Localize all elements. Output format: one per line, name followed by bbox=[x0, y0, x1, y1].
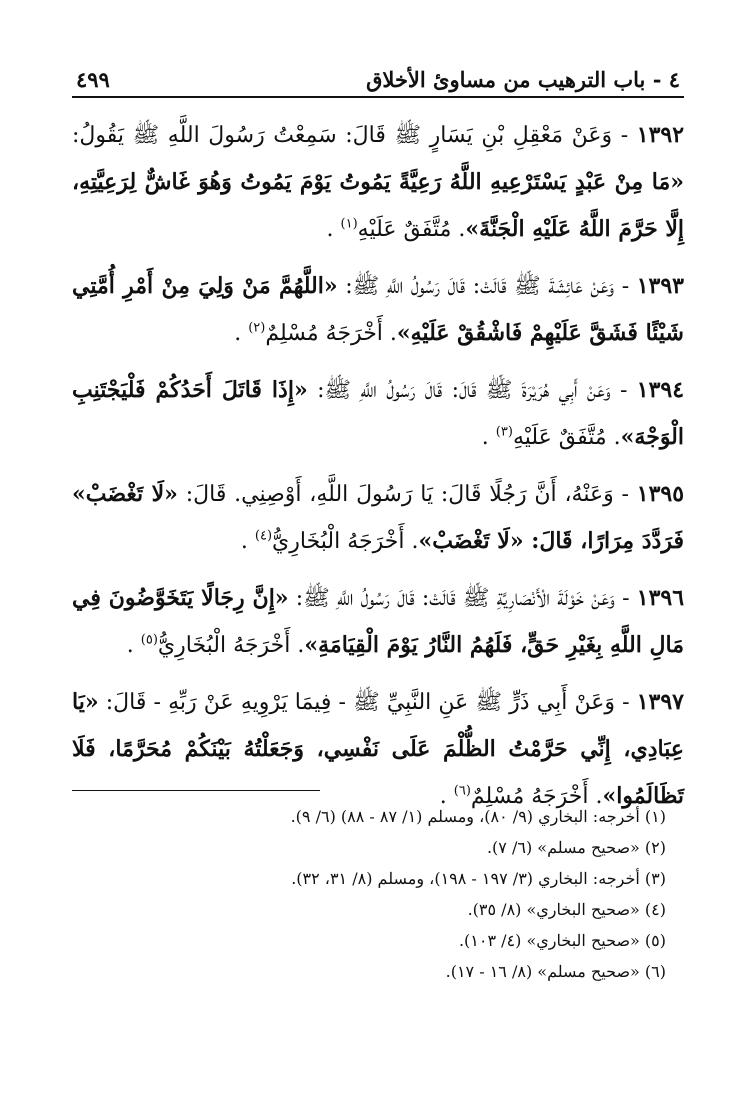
footnote-rule bbox=[72, 790, 320, 791]
hadith-number: ١٣٩٤ bbox=[636, 377, 685, 403]
footnote-item: (٦) «صحيح مسلم» (٨/ ١٦ - ١٧). bbox=[445, 962, 666, 981]
separator: - bbox=[610, 378, 637, 403]
footnote-ref: (٤) bbox=[254, 528, 273, 544]
full-stop: . bbox=[240, 529, 255, 554]
footnote-ref: (٦) bbox=[453, 783, 471, 799]
hadith-source: . مُتَّفَقٌ عَلَيْهِ bbox=[357, 217, 466, 242]
full-stop: . bbox=[326, 217, 341, 242]
hadith-paragraph bbox=[72, 367, 684, 461]
hadith-source: . أَخْرَجَهُ الْبُخَارِيُّ bbox=[272, 529, 419, 554]
footnote-item: (٥) «صحيح البخاري» (٤/ ١٠٣). bbox=[458, 931, 666, 950]
hadith-paragraph bbox=[72, 263, 684, 357]
hadith-number: ١٣٩٦ bbox=[636, 585, 685, 611]
hadith-quote: «لَا تَغْضَبْ» فَرَدَّدَ مِرَارًا، قَالَ: «لَا تَغْضَبْ» bbox=[72, 481, 684, 554]
full-stop: . bbox=[481, 425, 496, 450]
hadith-number: ١٣٩٢ bbox=[636, 122, 685, 148]
hadith-intro: وَعَنْ مَعْقِلِ بْنِ يَسَارٍ ﷺ قَالَ: سَمِعْتُ رَسُولَ اللَّهِ ﷺ يَقُولُ: bbox=[72, 123, 613, 148]
hadith-paragraph bbox=[72, 112, 684, 253]
hadith-source: . أَخْرَجَهُ مُسْلِمٌ bbox=[470, 784, 603, 809]
separator: - bbox=[614, 690, 637, 715]
footnote-ref: (٢) bbox=[248, 320, 266, 336]
hadith-intro: وَعَنْ أَبِي هُرَيْرَةَ ﷺ قَالَ: قَالَ رَسُولُ اللَّهِ ﷺ: bbox=[317, 378, 611, 403]
hadith-quote: «إِذَا قَاتَلَ أَحَدُكُمْ فَلْيَجْتَنِبِ الْوَجْهَ» bbox=[72, 377, 684, 450]
hadith-list bbox=[72, 112, 684, 820]
hadith-number: ١٣٩٧ bbox=[636, 689, 684, 715]
full-stop: . bbox=[234, 321, 249, 346]
footnotes bbox=[72, 790, 684, 987]
header-rule bbox=[72, 96, 684, 98]
page-number: ٤٩٩ bbox=[76, 67, 110, 92]
hadith-quote: «إِنَّ رِجَالًا يَتَخَوَّضُونَ فِي مَالِ اللَّهِ بِغَيْرِ حَقٍّ، فَلَهُمُ النَّارُ يَوْمَ الْقِيَامَةِ» bbox=[72, 585, 684, 658]
footnote-item: (١) أخرجه: البخاري (٩/ ٨٠)، ومسلم (١/ ٨٧ - ٨٨) (٦/ ٩). bbox=[290, 807, 666, 826]
hadith-intro: وَعَنْهُ، أَنَّ رَجُلًا قَالَ: يَا رَسُولَ اللَّهِ، أَوْصِنِي. قَالَ: bbox=[185, 482, 614, 507]
hadith-intro: وَعَنْ عَائِشَةَ ﷺ قَالَتْ: قَالَ رَسُولُ اللَّهِ ﷺ: bbox=[345, 274, 615, 299]
footnote-item: (٣) أخرجه: البخاري (٣/ ١٩٧ - ١٩٨)، ومسلم (٨/ ٣١، ٣٢). bbox=[291, 869, 666, 888]
footnote-ref: (١) bbox=[340, 216, 358, 232]
hadith-source: . مُتَّفَقٌ عَلَيْهِ bbox=[512, 425, 621, 450]
hadith-intro: وَعَنْ أَبِي ذَرٍّ ﷺ عَنِ النَّبِيِّ ﷺ - فِيمَا يَرْوِيهِ عَنْ رَبِّهِ - قَالَ: bbox=[105, 690, 615, 715]
chapter-title: ٤ - باب الترهيب من مساوئ الأخلاق bbox=[366, 67, 680, 92]
hadith-source: . أَخْرَجَهُ مُسْلِمٌ bbox=[265, 321, 397, 346]
footnote-item: (٢) «صحيح مسلم» (٦/ ٧). bbox=[486, 838, 666, 857]
hadith-number: ١٣٩٥ bbox=[636, 481, 685, 507]
hadith-paragraph bbox=[72, 575, 684, 669]
hadith-quote: «اللَّهُمَّ مَنْ وَلِيَ مِنْ أَمْرِ أُمَّتِي شَيْئًا فَشَقَّ عَلَيْهِمْ فَاشْقُقْ عَلَيْهِ» bbox=[72, 273, 684, 346]
footnote-item: (٤) «صحيح البخاري» (٨/ ٣٥). bbox=[467, 900, 666, 919]
page-body bbox=[72, 56, 684, 830]
separator: - bbox=[613, 482, 637, 507]
hadith-source: . أَخْرَجَهُ الْبُخَارِيُّ bbox=[157, 633, 305, 658]
full-stop: . bbox=[126, 633, 141, 658]
footnote-ref: (٣) bbox=[495, 424, 513, 440]
footnote-ref: (٥) bbox=[140, 632, 158, 648]
hadith-paragraph bbox=[72, 471, 684, 565]
separator: - bbox=[614, 274, 637, 299]
separator: - bbox=[612, 123, 637, 148]
hadith-number: ١٣٩٣ bbox=[636, 273, 684, 299]
full-stop: . bbox=[439, 784, 454, 809]
hadith-quote: «يَا عِبَادِي، إِنِّي حَرَّمْتُ الظُّلْمَ عَلَى نَفْسِي، وَجَعَلْتُهُ بَيْنَكُمْ مُحَرَّمًا، فَلَا تَظَالَمُوا» bbox=[72, 689, 684, 809]
separator: - bbox=[614, 586, 637, 611]
hadith-intro: وَعَنْ خَوْلَةَ الْأَنْصَارِيَّةِ ﷺ قَالَتْ: قَالَ رَسُولُ اللَّهِ ﷺ: bbox=[295, 586, 615, 611]
running-header bbox=[72, 56, 684, 96]
hadith-quote: «مَا مِنْ عَبْدٍ يَسْتَرْعِيهِ اللَّهُ رَعِيَّةً يَمُوتُ يَوْمَ يَمُوتُ وَهُوَ غَاشٌّ لِرَعِيَّتِهِ، إِلَّا حَرَّمَ اللَّهُ عَلَيْهِ الْجَنَّةَ» bbox=[72, 169, 684, 242]
